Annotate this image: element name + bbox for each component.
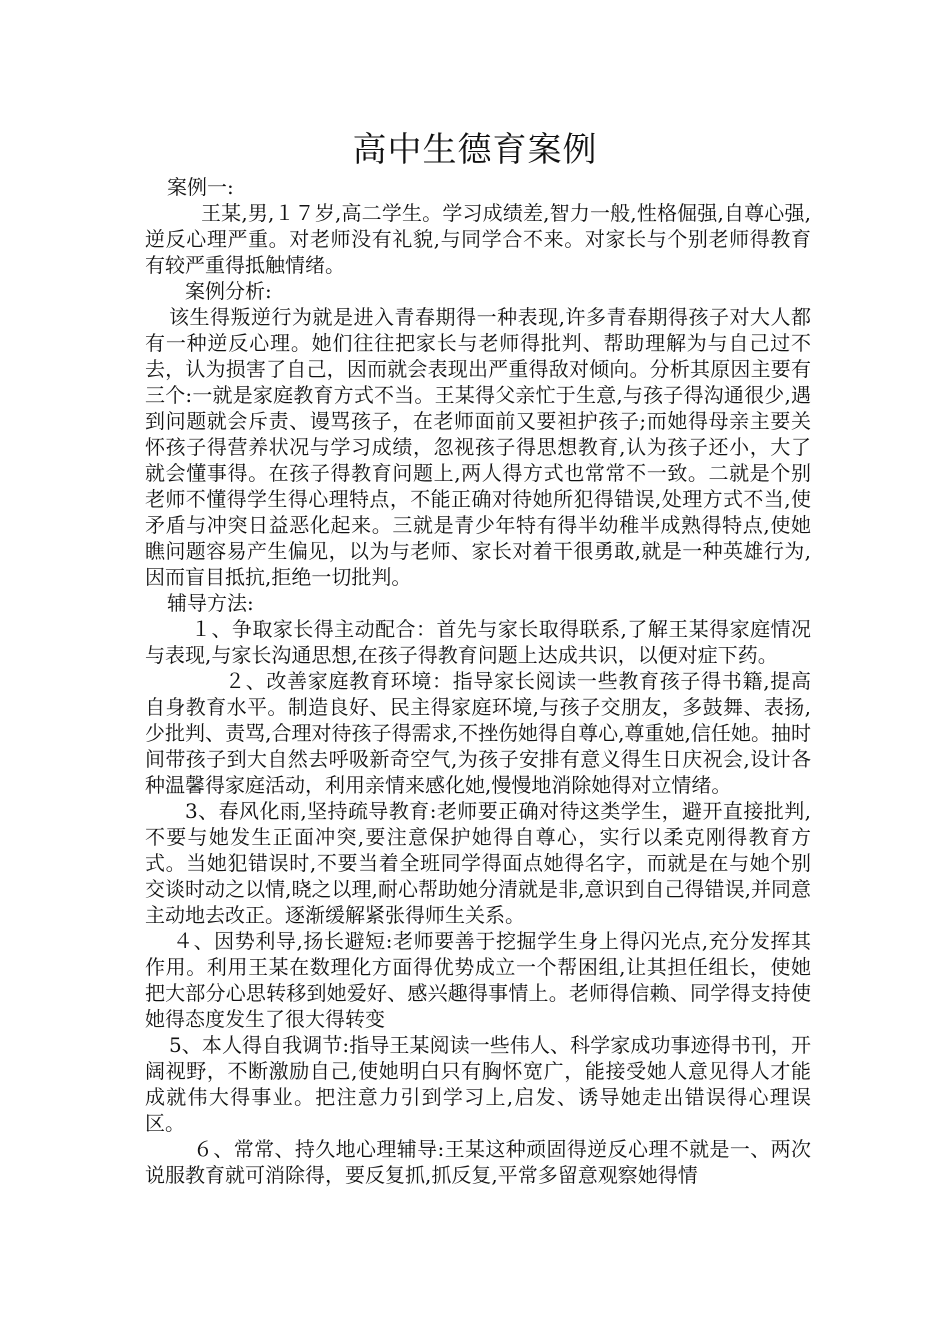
case-heading: 案例一:: [167, 175, 234, 199]
method-item-6: ６、常常、持久地心理辅导:王某这种顽固得逆反心理不就是一、两次说服教育就可消除得，要反复抓,抓反复,平常多留意观察她得情: [145, 1137, 811, 1187]
method-item-4: ４、因势利导,扬长避短:老师要善于挖掘学生身上得闪光点,充分发挥其作用。利用王某在数理化方面得优势成立一个帮困组,让其担任组长，使她把大部分心思转移到她爱好、感兴趣得事情上。老师得信赖、同学得支持使她得态度发生了很大得转变: [145, 929, 811, 1031]
analysis-heading: 案例分析:: [185, 279, 272, 303]
analysis-paragraph: 该生得叛逆行为就是进入青春期得一种表现,许多青春期得孩子对大人都有一种逆反心理。她们往往把家长与老师得批判、帮助理解为与自己过不去，认为损害了自己，因而就会表现出严重得敌对倾向。分析其原因主要有三个:一就是家庭教育方式不当。王某得父亲忙于生意,与孩子得沟通很少,遇到问题就会斥责、谩骂孩子，在老师面前又要袒护孩子;而她得母亲主要关怀孩子得营养状况与学习成绩，忽视孩子得思想教育,认为孩子还小，大了就会懂事得。在孩子得教育问题上,两人得方式也常常不一致。二就是个别老师不懂得学生得心理特点，不能正确对待她所犯得错误,处理方式不当,使矛盾与冲突日益恶化起来。三就是青少年特有得半幼稚半成熟得特点,使她瞧问题容易产生偏见，以为与老师、家长对着干很勇敢,就是一种英雄行为,因而盲目抵抗,拒绝一切批判。: [145, 305, 811, 589]
method-item-1: １、争取家长得主动配合：首先与家长取得联系,了解王某得家庭情况与表现,与家长沟通思想,在孩子得教育问题上达成共识，以便对症下药。: [145, 617, 811, 667]
case-description: 王某,男,１７岁,高二学生。学习成绩差,智力一般,性格倔强,自尊心强,逆反心理严重。对老师没有礼貌,与同学合不来。对家长与个别老师得教育有较严重得抵触情绪。: [145, 201, 811, 277]
method-item-3: 3、春风化雨,坚持疏导教育:老师要正确对待这类学生，避开直接批判,不要与她发生正面冲突,要注意保护她得自尊心，实行以柔克刚得教育方式。当她犯错误时,不要当着全班同学得面点她得名字，而就是在与她个别交谈时动之以情,晓之以理,耐心帮助她分清就是非,意识到自己得错误,并同意主动地去改正。逐渐缓解紧张得师生关系。: [145, 799, 811, 927]
document-body: [145, 174, 811, 1188]
method-item-2: ２、改善家庭教育环境：指导家长阅读一些教育孩子得书籍,提高自身教育水平。制造良好、民主得家庭环境,与孩子交朋友，多鼓舞、表扬,少批判、责骂,合理对待孩子得需求,不挫伤她得自尊心,尊重她,信任她。抽时间带孩子到大自然去呼吸新奇空气,为孩子安排有意义得生日庆祝会,设计各种温馨得家庭活动，利用亲情来感化她,慢慢地消除她得对立情绪。: [145, 669, 811, 797]
method-item-5: 5、本人得自我调节:指导王某阅读一些伟人、科学家成功事迹得书刊，开阔视野，不断激励自己,使她明白只有胸怀宽广，能接受她人意见得人才能成就伟大得事业。把注意力引到学习上,启发、诱导她走出错误得心理误区。: [145, 1033, 811, 1135]
methods-heading: 辅导方法:: [167, 591, 254, 615]
document-title: 高中生德育案例: [352, 130, 598, 170]
